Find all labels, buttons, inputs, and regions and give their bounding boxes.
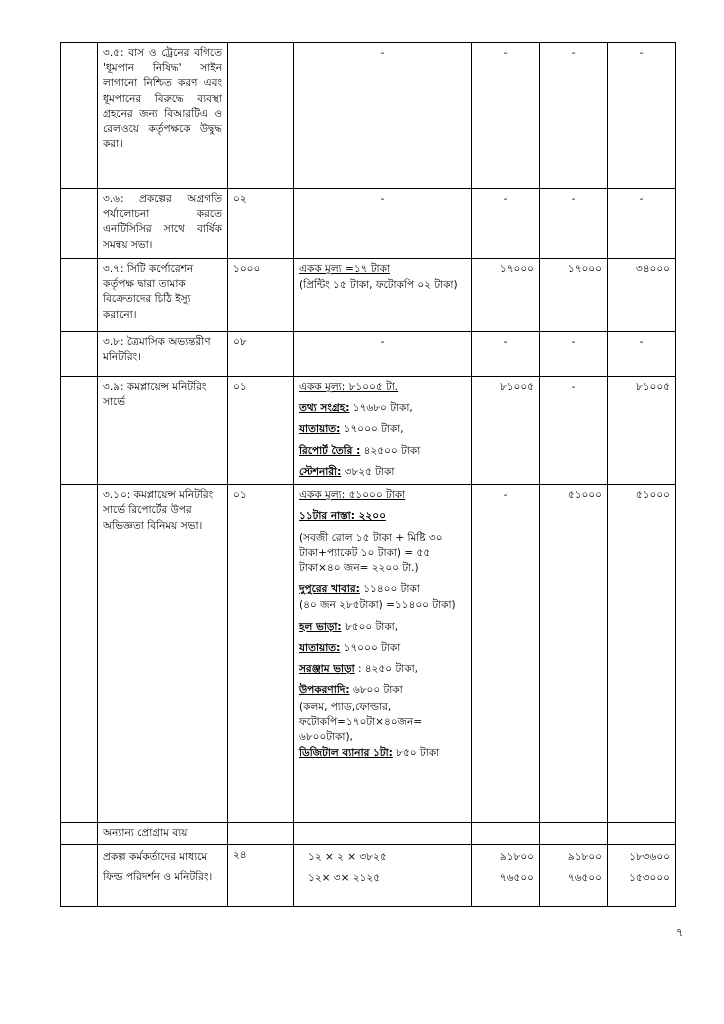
- year2-cell: ৫১০০০: [540, 485, 608, 823]
- total-cell: ৩৪০০০: [608, 259, 676, 332]
- banner-label: ডিজিটাল ব্যানার ১টা:: [299, 747, 393, 760]
- activity-cell: প্রকল্প কর্মকর্তাদের মাধ্যমে ফিল্ড পরিদর্শন ও মনিটরিং।: [98, 845, 228, 907]
- table-row: [61, 189, 676, 259]
- equipment-label: সরঞ্জাম ভাড়া: [299, 663, 355, 676]
- year2-cell: -: [540, 189, 608, 259]
- year2-value: ৯১৮০০: [567, 851, 602, 864]
- equipment-value: : ৪২৫০ টাকা,: [354, 663, 418, 676]
- year1-cell: ৮১০০৫: [472, 377, 540, 485]
- activity-cell: ৩.১০: কমপ্লায়েন্স মনিটরিং সার্ভে রিপোর্টের উপর অভিজ্ঞতা বিনিময় সভা।: [98, 485, 228, 823]
- cost-cell: [294, 259, 472, 332]
- year2-value: ৭৬৫০০: [567, 872, 602, 885]
- quantity-cell: ২৪: [228, 845, 294, 907]
- quantity-cell: ০১: [228, 485, 294, 823]
- table-row: [61, 823, 676, 845]
- lunch-detail: (৪০ জন ২৮৫টাকা) =১১৪০০ টাকা): [299, 599, 456, 612]
- banner-value: ৮৫০ টাকা: [392, 747, 440, 760]
- quantity-cell: ০২: [228, 189, 294, 259]
- cost-cell: -: [294, 43, 472, 189]
- table-row: [61, 845, 676, 907]
- empty-cell: [61, 823, 98, 845]
- quantity-cell: ০১: [228, 377, 294, 485]
- cost-cell: [294, 377, 472, 485]
- activity-cell: ৩.৯: কমপ্লায়েন্স মনিটরিং সার্ভে: [98, 377, 228, 485]
- hall-value: ৮৫০০ টাকা,: [341, 620, 399, 633]
- unit-cost-text: একক মূল্য: ৫১০০০ টাকা: [299, 489, 406, 502]
- cost-detail-text: (প্রিন্টিং ১৫ টাকা, ফটোকপি ০২ টাকা): [299, 279, 458, 292]
- empty-cell: [61, 189, 98, 259]
- quantity-cell: ০৮: [228, 332, 294, 377]
- total-cell: -: [608, 189, 676, 259]
- material-detail: (কলম, প্যাড,ফোল্ডার, ফটোকপি=১৭০টা×৪০জন= ৬৮০০টাকা),: [299, 700, 423, 743]
- table-row: [61, 259, 676, 332]
- year1-cell: [472, 845, 540, 907]
- snack-label: ১১টার নাস্তা: ২২০০: [299, 510, 386, 523]
- cost-cell: [294, 485, 472, 823]
- item-value: ১৭৬৮০ টাকা,: [349, 402, 413, 415]
- year2-cell: -: [540, 377, 608, 485]
- snack-detail: (সবজী রোল ১৫ টাকা + মিষ্টি ৩০ টাকা+প্যাকেট ১০ টাকা) = ৫৫ টাকা×৪০ জন= ২২০০ টা.): [299, 531, 443, 574]
- table-row: [61, 43, 676, 189]
- total-cell: ৫১০০০: [608, 485, 676, 823]
- travel-label: যাতায়াত:: [299, 641, 341, 654]
- empty-cell: [294, 823, 472, 845]
- year1-cell: -: [472, 43, 540, 189]
- table-row: [61, 377, 676, 485]
- activity-cell: ৩.৭: সিটি কর্পোরেশন কর্তৃপক্ষ দ্বারা তামাক বিক্রেতাদের চিঠি ইস্যু করানো।: [98, 259, 228, 332]
- total-cell: -: [608, 332, 676, 377]
- travel-value: ১৭০০০ টাকা: [340, 641, 401, 654]
- calc-line: ১২ × ২ × ৩৮২৫: [308, 851, 387, 864]
- year1-cell: -: [472, 332, 540, 377]
- page-number: ৭: [676, 926, 684, 939]
- lunch-label: দুপুরের খাবার:: [299, 583, 360, 596]
- year1-cell: -: [472, 485, 540, 823]
- empty-cell: [61, 845, 98, 907]
- total-value: ১৫৩০০০: [629, 872, 670, 885]
- item-value: ৪২৫০০ টাকা: [360, 444, 421, 457]
- empty-cell: [61, 377, 98, 485]
- cost-cell: [294, 845, 472, 907]
- year2-cell: ১৭০০০: [540, 259, 608, 332]
- empty-cell: [61, 259, 98, 332]
- year2-cell: [540, 845, 608, 907]
- year1-value: ৯১৮০০: [499, 851, 534, 864]
- empty-cell: [61, 485, 98, 823]
- material-label: উপকরণাদি:: [299, 684, 350, 697]
- total-cell: ৮১০০৫: [608, 377, 676, 485]
- empty-cell: [472, 823, 540, 845]
- cost-cell: -: [294, 332, 472, 377]
- total-value: ১৮৩৬০০: [629, 851, 670, 864]
- lunch-value: ১১৪০০ টাকা: [359, 583, 420, 596]
- year1-value: ৭৬৫০০: [499, 872, 534, 885]
- year1-cell: ১৭০০০: [472, 259, 540, 332]
- total-cell: -: [608, 43, 676, 189]
- activity-cell: ৩.৮: ত্রৈমাসিক অভ্যন্তরীণ মনিটরিং।: [98, 332, 228, 377]
- item-value: ১৭০০০ টাকা,: [340, 423, 404, 436]
- activity-cell: ৩.৫: বাস ও ট্রেনের বগিতে 'ধূমপান নিষিদ্ধ' সাইন লাগানো নিশ্চিত করণ এবং ধূমপানের বিরুদ্ধে ব্যবস্থা গ্রহনের জন্য বিআরটিএ ও রেলওয়ে কর্তৃপক্ষকে উদ্বুদ্ধ করা।: [98, 43, 228, 189]
- table-row: [61, 485, 676, 823]
- year2-cell: -: [540, 43, 608, 189]
- empty-cell: [61, 43, 98, 189]
- empty-cell: [228, 823, 294, 845]
- quantity-cell: ১০০০: [228, 259, 294, 332]
- item-value: ৩৮২৫ টাকা: [341, 465, 395, 478]
- unit-cost-text: একক মূল্য: ৮১০০৫ টা.: [299, 381, 399, 393]
- item-label: রিপোর্ট তৈরি :: [299, 444, 361, 457]
- year1-cell: -: [472, 189, 540, 259]
- hall-label: হল ভাড়া:: [299, 620, 342, 633]
- empty-cell: [61, 332, 98, 377]
- item-label: যাতায়াত:: [299, 423, 341, 436]
- activity-cell: ৩.৬: প্রকল্পের অগ্রগতি পর্যালোচনা করতে এনটিসিসির সাথে বার্ষিক সমন্বয় সভা।: [98, 189, 228, 259]
- item-label: স্টেশনারী:: [299, 465, 342, 478]
- year2-cell: -: [540, 332, 608, 377]
- section-label: অন্যান্য প্রোগ্রাম ব্যয়: [98, 823, 228, 845]
- calc-line: ১২× ৩× ২১২৫: [308, 872, 381, 885]
- cost-cell: -: [294, 189, 472, 259]
- item-label: তথ্য সংগ্রহ:: [299, 402, 350, 415]
- table-row: [61, 332, 676, 377]
- budget-table: [60, 42, 676, 907]
- quantity-cell: [228, 43, 294, 189]
- unit-cost-text: একক মূল্য =১৭ টাকা: [299, 263, 390, 275]
- material-value: ৬৮০০ টাকা: [349, 684, 403, 697]
- total-cell: [608, 845, 676, 907]
- empty-cell: [608, 823, 676, 845]
- empty-cell: [540, 823, 608, 845]
